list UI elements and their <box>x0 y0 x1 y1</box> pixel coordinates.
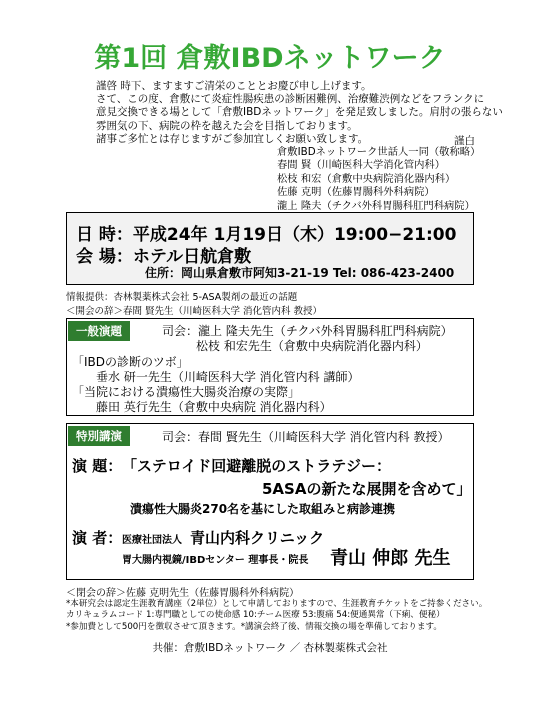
theme-subtitle: 潰瘍性大腸炎270名を基にした取組みと病診連携 <box>130 502 396 516</box>
speaker-position: 胃大腸内視鏡/IBDセンター 理事長・院長 <box>122 555 309 566</box>
speaker-org-prefix: 医療社団法人 <box>122 535 182 546</box>
talk1-speaker: 垂水 研一先生（川崎医科大学 消化管内科 講師） <box>96 370 360 384</box>
speaker-org: 青山内科クリニック <box>190 529 325 547</box>
organizer-item: 松枝 和宏（倉敷中央病院消化器内科） <box>277 172 456 185</box>
talk1-title: 「IBDの診断のツボ」 <box>72 355 189 369</box>
date-line: 日 時：平成24年 1月19日（木）19:00−21:00 <box>76 225 457 245</box>
theme-label: 演 題： <box>72 457 123 475</box>
venue-line: 会 場：ホテル日航倉敷 <box>76 247 252 267</box>
greeting-line: 諸事ご多忙とは存じますがご参加宜しくお願い致します。 <box>96 132 369 145</box>
sponsor-line: 共催：倉敷IBDネットワーク ／ 杏林製薬株式会社 <box>152 642 388 654</box>
general-chair-1: 司会：瀧上 隆夫先生（チクバ外科胃腸科肛門科病院） <box>162 324 453 338</box>
theme-line-1: 「ステロイド回避離脱のストラテジー： <box>122 457 391 475</box>
general-session-tag: 一般演題 <box>68 321 130 341</box>
note-line: *参加費として500円を徴収させて頂きます。*講演会終了後、情報交換の場を準備しております。 <box>66 621 442 632</box>
organizers-heading: 倉敷IBDネットワーク世話人一同（敬称略） <box>277 146 481 158</box>
closing-line: ＜閉会の辞＞佐藤 克明先生（佐藤胃腸科外科病院） <box>66 588 300 599</box>
theme-line-2: 5ASAの新たな展開を含めて」 <box>262 480 472 498</box>
info-line: 情報提供：杏林製薬株式会社 5-ASA製剤の最近の話題 <box>66 292 298 303</box>
greeting-line: 雰囲気の下、病院の枠を越えた会を目指しております。 <box>96 119 358 132</box>
notes <box>66 599 487 633</box>
note-line: カリキュラムコード 1:専門職としての使命感 10:チーム医療 53:腹痛 54:便通異常（下痢、便秘） <box>66 610 445 621</box>
closing-salutation: 謹白 <box>454 135 475 147</box>
address-line: 住所：岡山県倉敷市阿知3-21-19 Tel: 086-423-2400 <box>145 266 455 280</box>
speaker-label: 演 者： <box>72 529 123 547</box>
talk2-speaker: 藤田 英行先生（倉敷中央病院 消化器内科） <box>96 400 332 414</box>
opening-line: ＜開会の辞＞春間 賢先生（川崎医科大学 消化管内科 教授） <box>66 306 323 317</box>
organizer-item: 佐藤 克明（佐藤胃腸科外科病院） <box>277 186 435 199</box>
organizer-item: 瀧上 隆夫（チクバ外科胃腸科肛門科病院） <box>277 199 475 212</box>
speaker-name: 青山 伸郎 先生 <box>330 548 451 569</box>
greeting-text <box>96 80 503 146</box>
special-chair: 司会：春間 賢先生（川崎医科大学 消化管内科 教授） <box>162 430 450 444</box>
page-title: 第1回 倉敷IBDネットワーク <box>94 43 446 74</box>
general-chair-2: 松枝 和宏先生（倉敷中央病院消化器内科） <box>196 339 428 353</box>
greeting-line: 意見交換できる場として「倉敷IBDネットワーク」を発足致しました。肩肘の張らない <box>96 106 503 119</box>
special-lecture-tag: 特別講演 <box>68 426 130 446</box>
talk2-title: 「当院における潰瘍性大腸炎治療の実際」 <box>72 385 301 399</box>
greeting-line: 謹啓 時下、ますますご清栄のこととお慶び申し上げます。 <box>96 80 372 92</box>
greeting-line: さて、この度、倉敷にて炎症性腸疾患の診断困難例、治療難渋例などをフランクに <box>96 93 485 106</box>
organizer-item: 春間 賢（川崎医科大学消化管内科） <box>277 159 446 172</box>
organizers-list <box>277 146 480 213</box>
note-line: *本研究会は認定生涯教育講座（2単位）として申請しておりますので、生涯教育チケットをご持参ください。 <box>66 599 488 609</box>
